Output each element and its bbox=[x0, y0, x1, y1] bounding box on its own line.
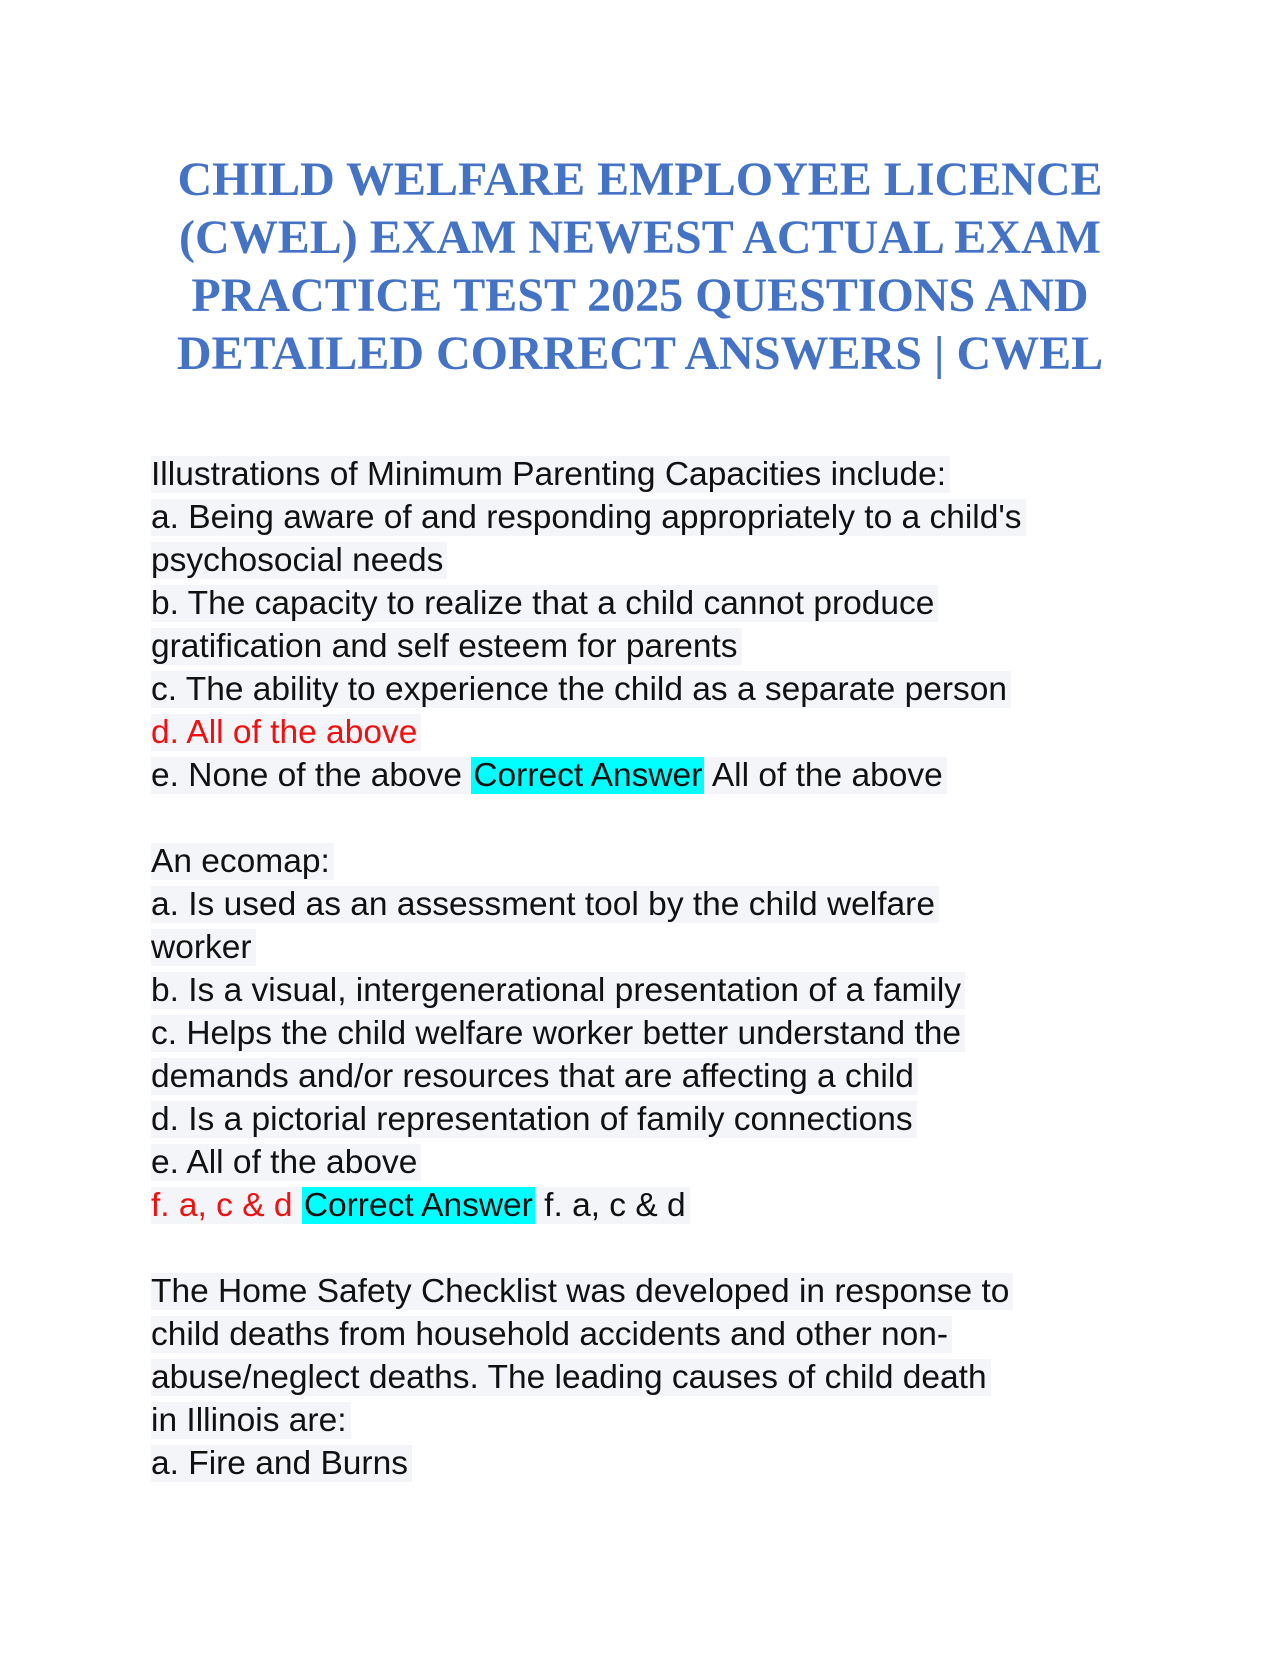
question-line bbox=[151, 1270, 1151, 1313]
question-line bbox=[151, 539, 1151, 582]
question-line bbox=[151, 711, 1151, 754]
answer-option: c. Helps the child welfare worker better understand the bbox=[151, 1015, 965, 1052]
answer-option: gratification and self esteem for parents bbox=[151, 628, 742, 665]
question-line bbox=[151, 754, 1151, 797]
question-line bbox=[151, 1399, 1151, 1442]
question-block bbox=[151, 1270, 1151, 1485]
answer-option: worker bbox=[151, 929, 256, 966]
question-line bbox=[151, 840, 1151, 883]
correct-answer-text: f. a, c & d bbox=[544, 1187, 686, 1224]
answer-option: b. Is a visual, intergenerational presentation of a family bbox=[151, 972, 965, 1009]
correct-answer-label: Correct Answer bbox=[303, 1187, 533, 1224]
question-line bbox=[151, 1012, 1151, 1055]
question-line bbox=[151, 926, 1151, 969]
question-stem: in Illinois are: bbox=[151, 1402, 351, 1439]
answer-option: b. The capacity to realize that a child cannot produce bbox=[151, 585, 938, 622]
answer-option: c. The ability to experience the child as a separate person bbox=[151, 671, 1011, 708]
answer-option: e. None of the above bbox=[151, 757, 463, 794]
correct-answer-text: All of the above bbox=[711, 757, 943, 794]
question-line bbox=[151, 496, 1151, 539]
question-stem: Illustrations of Minimum Parenting Capacities include: bbox=[151, 456, 950, 493]
answer-option: a. Is used as an assessment tool by the child welfare bbox=[151, 886, 939, 923]
answer-option: demands and/or resources that are affecting a child bbox=[151, 1058, 918, 1095]
answer-option: psychosocial needs bbox=[151, 542, 447, 579]
question-line bbox=[151, 1141, 1151, 1184]
title-line: PRACTICE TEST 2025 QUESTIONS AND bbox=[191, 269, 1089, 322]
question-line bbox=[151, 883, 1151, 926]
answer-option: a. Being aware of and responding appropriately to a child's bbox=[151, 499, 1026, 536]
question-block bbox=[151, 840, 1151, 1227]
correct-option: f. a, c & d bbox=[151, 1187, 293, 1224]
question-line bbox=[151, 969, 1151, 1012]
question-line bbox=[151, 1442, 1151, 1485]
answer-option: d. Is a pictorial representation of family connections bbox=[151, 1101, 917, 1138]
question-line bbox=[151, 1184, 1151, 1227]
question-line bbox=[151, 625, 1151, 668]
question-line bbox=[151, 1356, 1151, 1399]
question-line bbox=[151, 1313, 1151, 1356]
title-line: CHILD WELFARE EMPLOYEE LICENCE bbox=[177, 153, 1103, 206]
question-line bbox=[151, 582, 1151, 625]
correct-answer-label: Correct Answer bbox=[473, 757, 703, 794]
question-stem: The Home Safety Checklist was developed in response to bbox=[151, 1273, 1013, 1310]
answer-option: a. Fire and Burns bbox=[151, 1445, 412, 1482]
question-line bbox=[151, 1098, 1151, 1141]
title-line: DETAILED CORRECT ANSWERS | CWEL bbox=[176, 327, 1104, 380]
title-line: (CWEL) EXAM NEWEST ACTUAL EXAM bbox=[179, 211, 1101, 264]
correct-option: d. All of the above bbox=[151, 714, 421, 751]
question-block bbox=[151, 453, 1151, 797]
question-stem: An ecomap: bbox=[151, 843, 334, 880]
question-line bbox=[151, 1055, 1151, 1098]
document-title bbox=[130, 151, 1150, 383]
question-line bbox=[151, 668, 1151, 711]
answer-option: e. All of the above bbox=[151, 1144, 421, 1181]
question-stem: child deaths from household accidents and other non- bbox=[151, 1316, 952, 1353]
question-list bbox=[151, 453, 1151, 1528]
question-stem: abuse/neglect deaths. The leading causes of child death bbox=[151, 1359, 991, 1396]
question-line bbox=[151, 453, 1151, 496]
